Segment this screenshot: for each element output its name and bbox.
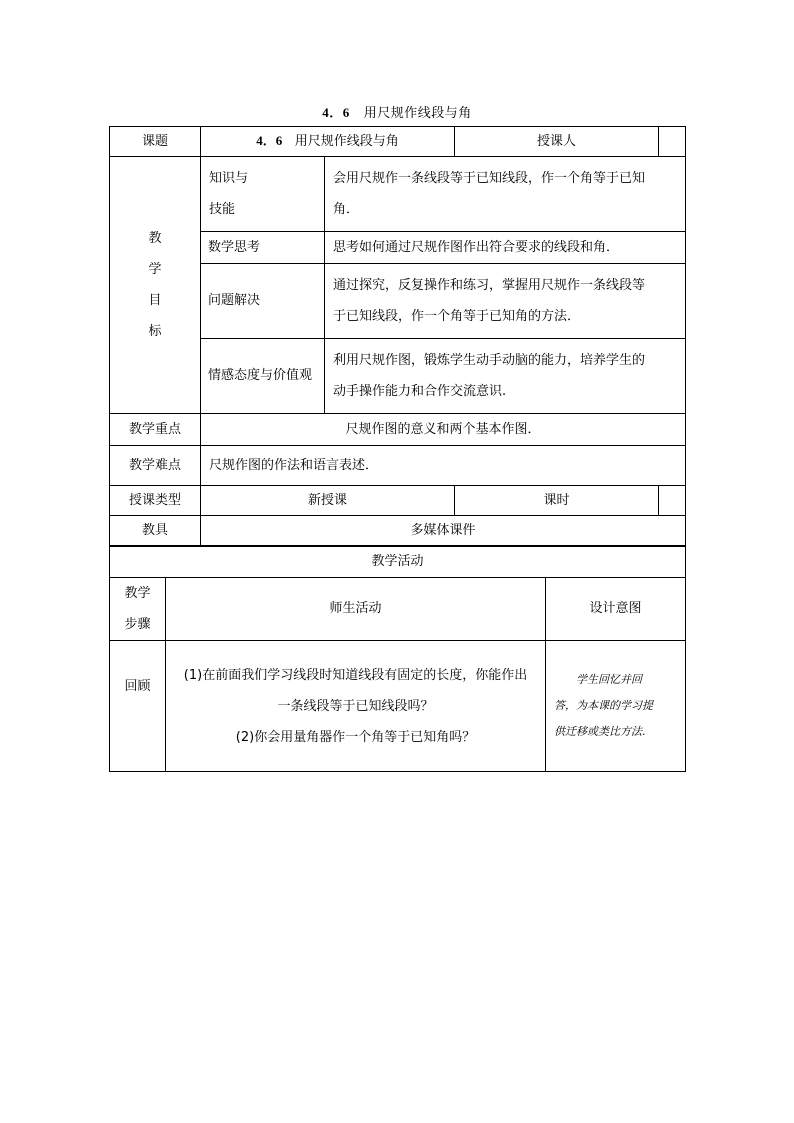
lesson-info-table xyxy=(109,126,686,547)
goal-content-line: 利用尺规作图，锻炼学生动手动脑的能力，培养学生的 xyxy=(333,353,646,368)
difficulty-value: 尺规作图的作法和语言表述． xyxy=(201,446,686,486)
goals-label-char: 目 xyxy=(148,293,162,308)
step-cell: 回顾 xyxy=(110,641,166,772)
goal-content xyxy=(325,157,686,232)
goal-content-line: 会用尺规作一条线段等于已知线段，作一个角等于已知 xyxy=(333,171,646,186)
goal-content xyxy=(325,339,686,414)
title-number: 4．6 xyxy=(322,105,350,120)
activity-header: 师生活动 xyxy=(166,578,546,641)
goal-label: 情感态度与价值观 xyxy=(201,339,325,414)
teaching-activity-table xyxy=(109,545,686,772)
goal-label-line: 知识与 xyxy=(209,171,249,186)
step-header-line: 步骤 xyxy=(124,617,151,632)
key-point-value: 尺规作图的意义和两个基本作图． xyxy=(201,414,686,446)
step-header-line: 教学 xyxy=(124,586,151,601)
goal-content-line: 角． xyxy=(333,202,360,217)
tools-label: 教具 xyxy=(110,516,201,547)
key-point-row xyxy=(110,414,686,446)
goals-label-char: 教 xyxy=(148,231,162,246)
goal-label: 数学思考 xyxy=(201,232,325,264)
key-point-label: 教学重点 xyxy=(110,414,201,446)
topic-value xyxy=(201,127,455,157)
teacher-value xyxy=(659,127,686,157)
goal-content-line: 通过探究，反复操作和练习，掌握用尺规作一条线段等 xyxy=(333,278,646,293)
topic-row xyxy=(110,127,686,157)
topic-text: 用尺规作线段与角 xyxy=(294,134,399,150)
hours-label: 课时 xyxy=(455,486,659,516)
difficulty-label: 教学难点 xyxy=(110,446,201,486)
goals-label-char: 学 xyxy=(148,262,162,277)
goals-label-char: 标 xyxy=(148,324,162,339)
intent-line: 供迁移或类比方法. xyxy=(554,725,646,738)
intent-header: 设计意图 xyxy=(546,578,686,641)
goal-content xyxy=(325,264,686,339)
activity-cell xyxy=(166,641,546,772)
step-header xyxy=(110,578,166,641)
hours-value xyxy=(659,486,686,516)
goal-content: 思考如何通过尺规作图作出符合要求的线段和角． xyxy=(325,232,686,264)
teacher-label: 授课人 xyxy=(455,127,659,157)
goal-label: 问题解决 xyxy=(201,264,325,339)
difficulty-row xyxy=(110,446,686,486)
lesson-type-value: 新授课 xyxy=(201,486,455,516)
goal-label xyxy=(201,157,325,232)
intent-line: 答，为本课的学习提 xyxy=(554,699,653,712)
activity-line: (2)你会用量角器作一个角等于已知角吗？ xyxy=(235,729,476,745)
topic-number: 4．6 xyxy=(256,133,283,149)
topic-label: 课题 xyxy=(110,127,201,157)
tools-value: 多媒体课件 xyxy=(201,516,686,547)
tools-row xyxy=(110,516,686,547)
intent-cell xyxy=(546,641,686,772)
activity-title: 教学活动 xyxy=(110,546,686,578)
intent-line: 学生回忆并回 xyxy=(554,673,642,686)
activity-title-row xyxy=(110,546,686,578)
goal-label-line: 技能 xyxy=(209,202,236,217)
activity-line: (1)在前面我们学习线段时知道线段有固定的长度，你能作出 xyxy=(183,667,528,683)
goal-row xyxy=(110,157,686,232)
lesson-type-row xyxy=(110,486,686,516)
goals-label xyxy=(110,157,201,414)
goal-content-line: 动手操作能力和合作交流意识. xyxy=(333,384,507,399)
lesson-type-label: 授课类型 xyxy=(110,486,201,516)
goal-content-line: 于已知线段，作一个角等于已知角的方法． xyxy=(333,309,581,324)
document-title xyxy=(0,102,794,121)
activity-header-row xyxy=(110,578,686,641)
activity-row xyxy=(110,641,686,772)
activity-line: 一条线段等于已知线段吗？ xyxy=(277,698,434,714)
title-text: 用尺规作线段与角 xyxy=(363,106,472,121)
